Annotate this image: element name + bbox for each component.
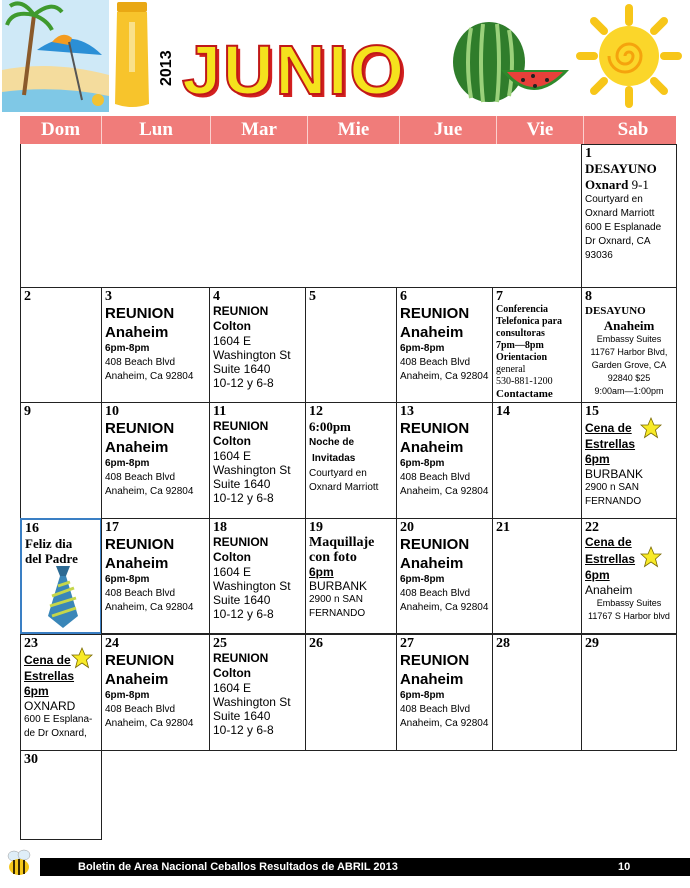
day-number: 1: [585, 146, 592, 161]
day-cell-22[interactable]: [581, 518, 677, 634]
day-cell-7[interactable]: [492, 287, 582, 403]
event-address: Washington St: [213, 695, 291, 709]
day-number: 7: [496, 289, 503, 304]
event-address: 2900 n SAN: [309, 594, 363, 605]
event-time: 6pm-8pm: [105, 574, 150, 585]
day-cell-10[interactable]: [101, 402, 210, 519]
event-title: Conferencia: [496, 304, 549, 315]
event-address: Suite 1640: [213, 362, 271, 376]
event-line: general: [496, 364, 526, 375]
day-cell-4[interactable]: [209, 287, 306, 403]
event-address: 408 Beach Blvd: [400, 357, 471, 368]
event-title: Estrellas: [24, 669, 75, 683]
event-title: REUNION: [400, 420, 470, 437]
event-time: 9:00am—1:00pm: [594, 386, 664, 396]
event-address: Washington St: [213, 579, 291, 593]
day-cell-27[interactable]: [396, 634, 493, 751]
day-number: 23: [24, 636, 38, 651]
event-title: Noche de: [309, 437, 355, 448]
event-address: Anaheim, Ca 92804: [400, 371, 489, 382]
event-line: Oxnard Marriott: [585, 208, 655, 219]
event-line: Dr Oxnard, CA: [585, 236, 651, 247]
event-time: 6pm-8pm: [400, 343, 445, 354]
beach-umbrella-icon: [2, 0, 109, 112]
day-cell-29[interactable]: [581, 634, 677, 751]
event-line: 93036: [585, 250, 613, 261]
footer-bar: [40, 858, 690, 876]
event-city: OXNARD: [24, 699, 76, 713]
day-cell-5[interactable]: [305, 287, 397, 403]
day-cell-9[interactable]: [20, 402, 102, 519]
event-city: Anaheim: [585, 583, 633, 597]
event-city: Colton: [213, 666, 251, 680]
day-number: 12: [309, 404, 323, 419]
star-icon: [640, 417, 662, 439]
weekday-lun: Lun: [102, 116, 211, 144]
year-label: 2013: [158, 50, 175, 86]
day-number: 25: [213, 636, 227, 651]
event-title: REUNION: [105, 652, 175, 669]
event-city: Anaheim: [105, 555, 169, 572]
day-cell-8[interactable]: [581, 287, 677, 403]
event-city: Anaheim: [400, 324, 464, 341]
star-icon: [71, 647, 93, 669]
event-title: REUNION: [400, 536, 470, 553]
day-cell-11[interactable]: [209, 402, 306, 519]
event-time: 6pm-8pm: [105, 343, 150, 354]
event-line: 11767 Harbor Blvd,: [590, 347, 668, 357]
event-address: Anaheim, Ca 92804: [105, 602, 194, 613]
day-cell-6[interactable]: [396, 287, 493, 403]
event-address: 1604 E: [213, 334, 252, 348]
event-address: Anaheim, Ca 92804: [105, 718, 194, 729]
page-number: 10: [618, 861, 631, 873]
weekday-mie: Mie: [308, 116, 400, 144]
day-number: 4: [213, 289, 220, 304]
event-title: Feliz dia: [25, 536, 73, 551]
day-number: 29: [585, 636, 599, 651]
weekday-sab: Sab: [617, 119, 649, 140]
event-address: Anaheim, Ca 92804: [400, 718, 489, 729]
event-title: con foto: [309, 550, 357, 565]
day-number: 6: [400, 289, 407, 304]
event-time: 6pm-8pm: [400, 574, 445, 585]
event-line: Contactame: [496, 388, 553, 400]
weekday-mar: Mar: [211, 116, 308, 144]
event-address: 1604 E: [213, 565, 252, 579]
event-line: Orientacion: [496, 352, 548, 363]
event-line: 600 E Esplanade: [585, 222, 662, 233]
event-title: REUNION: [400, 305, 470, 322]
day-cell-24[interactable]: [101, 634, 210, 751]
event-city: Colton: [213, 550, 251, 564]
event-city: Anaheim: [400, 439, 464, 456]
event-title: REUNION: [105, 305, 175, 322]
watermelon-icon: [451, 18, 571, 106]
event-address: de Dr Oxnard,: [24, 728, 87, 739]
event-address: Anaheim, Ca 92804: [105, 486, 194, 497]
event-address: Embassy Suites: [596, 598, 662, 608]
day-number: 9: [24, 404, 31, 419]
day-number: 16: [25, 521, 39, 536]
day-cell-3[interactable]: [101, 287, 210, 403]
event-title: REUNION: [400, 652, 470, 669]
event-address: FERNANDO: [309, 608, 366, 619]
star-icon: [640, 546, 662, 568]
event-address: 1604 E: [213, 449, 252, 463]
day-cell-20[interactable]: [396, 518, 493, 634]
event-address: 408 Beach Blvd: [105, 588, 176, 599]
day-cell-17[interactable]: [101, 518, 210, 634]
event-title: Cena de: [585, 421, 632, 435]
day-cell-2[interactable]: [20, 287, 102, 403]
day-cell-18[interactable]: [209, 518, 306, 634]
event-city: Anaheim: [105, 439, 169, 456]
event-address: 408 Beach Blvd: [105, 704, 176, 715]
event-time: 6pm-8pm: [400, 458, 445, 469]
event-city: BURBANK: [309, 579, 368, 593]
event-city: Anaheim: [105, 324, 169, 341]
event-title: REUNION: [105, 536, 175, 553]
event-hours: 10-12 y 6-8: [213, 491, 274, 505]
event-title: Cena de: [585, 535, 632, 549]
day-cell-21[interactable]: [492, 518, 582, 634]
event-title: Maquillaje: [309, 535, 375, 550]
event-time: 6pm-8pm: [105, 690, 150, 701]
day-number: 26: [309, 636, 323, 651]
event-time: 6pm-8pm: [400, 690, 445, 701]
day-cell-12[interactable]: [305, 402, 397, 519]
event-city: Colton: [213, 434, 251, 448]
footer-text: Boletin de Area Nacional Ceballos Resultados de ABRIL 2013: [78, 861, 398, 873]
day-number: 2: [24, 289, 31, 304]
event-title: Invitadas: [312, 453, 356, 464]
day-number: 17: [105, 520, 119, 535]
event-city: Anaheim: [603, 318, 655, 333]
event-address: 600 E Esplana-: [24, 714, 93, 725]
event-city: Oxnard: [585, 177, 629, 192]
day-cell-28[interactable]: [492, 634, 582, 751]
event-address: Suite 1640: [213, 593, 271, 607]
event-time: 6pm: [585, 568, 610, 582]
event-title: del Padre: [25, 551, 78, 566]
event-address: 408 Beach Blvd: [105, 472, 176, 483]
event-title: DESAYUNO: [585, 305, 646, 317]
day-cell-16[interactable]: [20, 518, 102, 634]
event-line: Oxnard Marriott: [309, 482, 379, 493]
day-number: 28: [496, 636, 510, 651]
event-hours: 10-12 y 6-8: [213, 607, 274, 621]
event-hours: 10-12 y 6-8: [213, 723, 274, 737]
event-title: Estrellas: [585, 437, 636, 451]
event-time: 7pm—8pm: [496, 340, 544, 351]
event-line: Garden Grove, CA: [591, 360, 667, 370]
event-address: 408 Beach Blvd: [105, 357, 176, 368]
event-city: Anaheim: [400, 555, 464, 572]
event-title: REUNION: [213, 304, 269, 318]
event-address: Suite 1640: [213, 477, 271, 491]
event-title: Estrellas: [585, 552, 636, 566]
necktie-icon: [46, 566, 80, 628]
event-line: 92840 $25: [607, 373, 651, 383]
weekday-vie: Vie: [497, 116, 584, 144]
event-title: REUNION: [213, 419, 269, 433]
event-address: FERNANDO: [585, 496, 642, 507]
weekday-dom: Dom: [20, 116, 102, 144]
event-city: Anaheim: [400, 671, 464, 688]
event-line: Courtyard en: [309, 468, 367, 479]
event-title: Cena de: [24, 653, 71, 667]
weekday-jue: Jue: [400, 116, 497, 144]
event-time: 6pm: [585, 452, 610, 466]
day-cell-30[interactable]: [20, 750, 102, 840]
event-time: 9-1: [628, 177, 649, 192]
sunscreen-bottle-icon: [113, 2, 153, 112]
day-cell-23[interactable]: [20, 634, 102, 751]
day-number: 24: [105, 636, 119, 651]
day-number: 5: [309, 289, 316, 304]
day-cell-19[interactable]: [305, 518, 397, 634]
sun-icon: [574, 4, 684, 108]
event-address: 408 Beach Blvd: [400, 704, 471, 715]
event-city: Anaheim: [105, 671, 169, 688]
day-number: 22: [585, 520, 599, 535]
weekday-header: [20, 116, 676, 144]
event-time: 6pm: [24, 684, 49, 698]
day-cell-13[interactable]: [396, 402, 493, 519]
day-number: 18: [213, 520, 227, 535]
day-number: 13: [400, 404, 414, 419]
day-cell-25[interactable]: [209, 634, 306, 751]
event-time: 6pm-8pm: [105, 458, 150, 469]
event-address: Washington St: [213, 463, 291, 477]
day-number: 27: [400, 636, 414, 651]
day-number: 30: [24, 752, 38, 767]
day-cell-1[interactable]: [581, 144, 677, 288]
event-address: Washington St: [213, 348, 291, 362]
day-number: 8: [585, 289, 592, 304]
day-number: 21: [496, 520, 510, 535]
day-number: 10: [105, 404, 119, 419]
event-line: Courtyard en: [585, 194, 643, 205]
event-title: REUNION: [213, 651, 269, 665]
event-phone: 530-881-1200: [496, 376, 553, 387]
day-cell-15[interactable]: [581, 402, 677, 519]
event-address: 408 Beach Blvd: [400, 588, 471, 599]
event-address: Anaheim, Ca 92804: [105, 371, 194, 382]
event-address: 2900 n SAN: [585, 482, 639, 493]
day-number: 19: [309, 520, 323, 535]
event-address: Suite 1640: [213, 709, 271, 723]
day-cell-26[interactable]: [305, 634, 397, 751]
event-address: Anaheim, Ca 92804: [400, 486, 489, 497]
event-line: Embassy Suites: [596, 334, 662, 344]
event-address: 11767 S Harbor blvd: [588, 611, 670, 621]
day-number: 11: [213, 404, 227, 419]
event-address: 408 Beach Blvd: [400, 472, 471, 483]
event-title: REUNION: [105, 420, 175, 437]
day-cell-14[interactable]: [492, 402, 582, 519]
day-number: 14: [496, 404, 510, 419]
day-number: 20: [400, 520, 414, 535]
event-city: BURBANK: [585, 467, 644, 481]
bee-icon: [4, 848, 36, 878]
empty-days: [20, 144, 582, 288]
event-city: Colton: [213, 319, 251, 333]
event-address: Anaheim, Ca 92804: [400, 602, 489, 613]
day-number: 3: [105, 289, 112, 304]
event-time: 6pm: [309, 565, 334, 579]
event-line: Telefonica para: [496, 316, 563, 327]
day-number: 15: [585, 404, 599, 419]
event-hours: 10-12 y 6-8: [213, 376, 274, 390]
event-time: 6:00pm: [309, 419, 351, 434]
event-line: consultoras: [496, 328, 545, 339]
event-title: REUNION: [213, 535, 269, 549]
event-title: DESAYUNO: [585, 161, 657, 176]
event-address: 1604 E: [213, 681, 252, 695]
month-title: JUNIO: [182, 31, 406, 109]
